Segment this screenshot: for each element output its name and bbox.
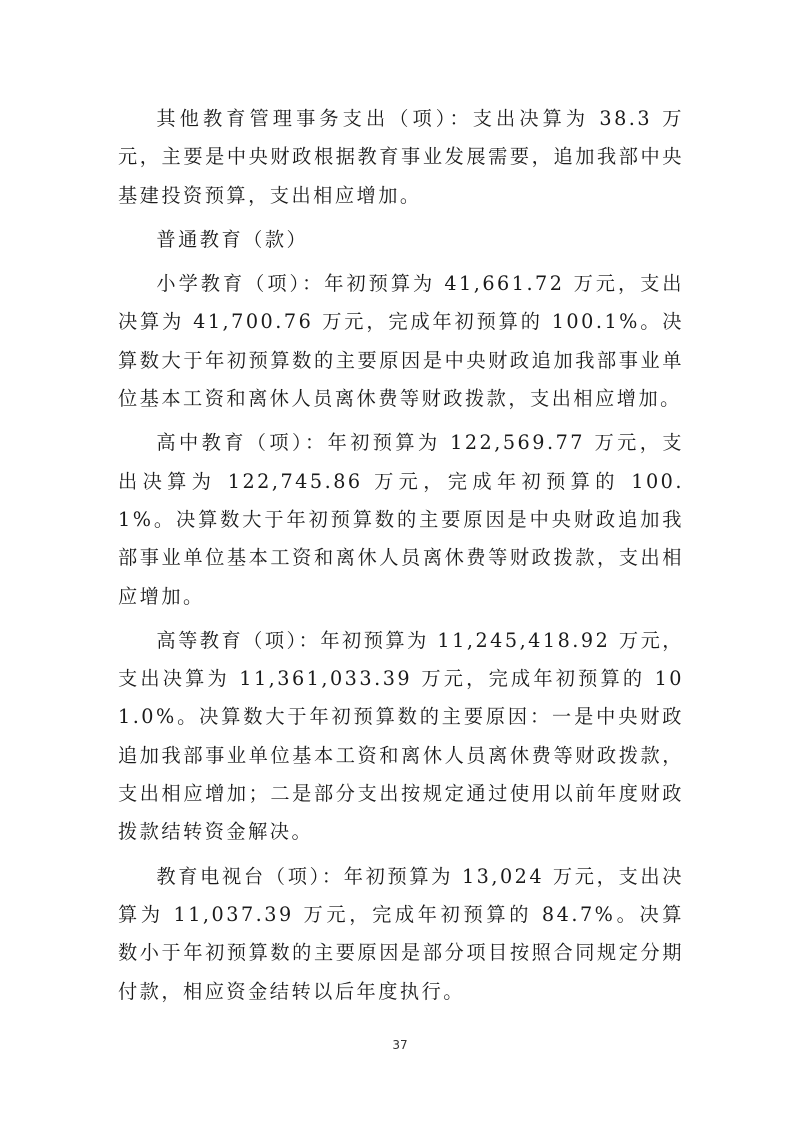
- paragraph-education-tv: 教育电视台（项）：年初预算为 13,024 万元，支出决算为 11,037.39 万元，完成年初预算的 84.7%。决算数小于年初预算数的主要原因是部分项目按照合同规定分期付款，相应资金结转以后年度执行。: [118, 864, 684, 1003]
- paragraph-other-education-admin: 其他教育管理事务支出（项）：支出决算为 38.3 万元，主要是中央财政根据教育事业发展需要，追加我部中央基建投资预算，支出相应增加。: [118, 107, 684, 207]
- paragraph-high-school-education: 高中教育（项）：年初预算为 122,569.77 万元，支出决算为 122,745.86 万元，完成年初预算的 100.1%。决算数大于年初预算数的主要原因是中央财政追加我部事业单位基本工资和离休人员离休费等财政拨款，支出相应增加。: [118, 431, 684, 608]
- paragraph-primary-education: 小学教育（项）：年初预算为 41,661.72 万元，支出决算为 41,700.76 万元，完成年初预算的 100.1%。决算数大于年初预算数的主要原因是中央财政追加我部事业单位基本工资和离休人员离休费等财政拨款，支出相应增加。: [118, 272, 684, 411]
- body-text: [118, 100, 684, 1017]
- page-number: 37: [392, 1038, 408, 1052]
- section-heading-general-education: 普通教育（款）: [156, 227, 309, 251]
- paragraph-higher-education: 高等教育（项）：年初预算为 11,245,418.92 万元，支出决算为 11,361,033.39 万元，完成年初预算的 101.0%。决算数大于年初预算数的主要原因：一是中央财政追加我部事业单位基本工资和离休人员离休费等财政拨款，支出相应增加；二是部分支出按规定通过使用以前年度财政拨款结转资金解决。: [118, 628, 684, 844]
